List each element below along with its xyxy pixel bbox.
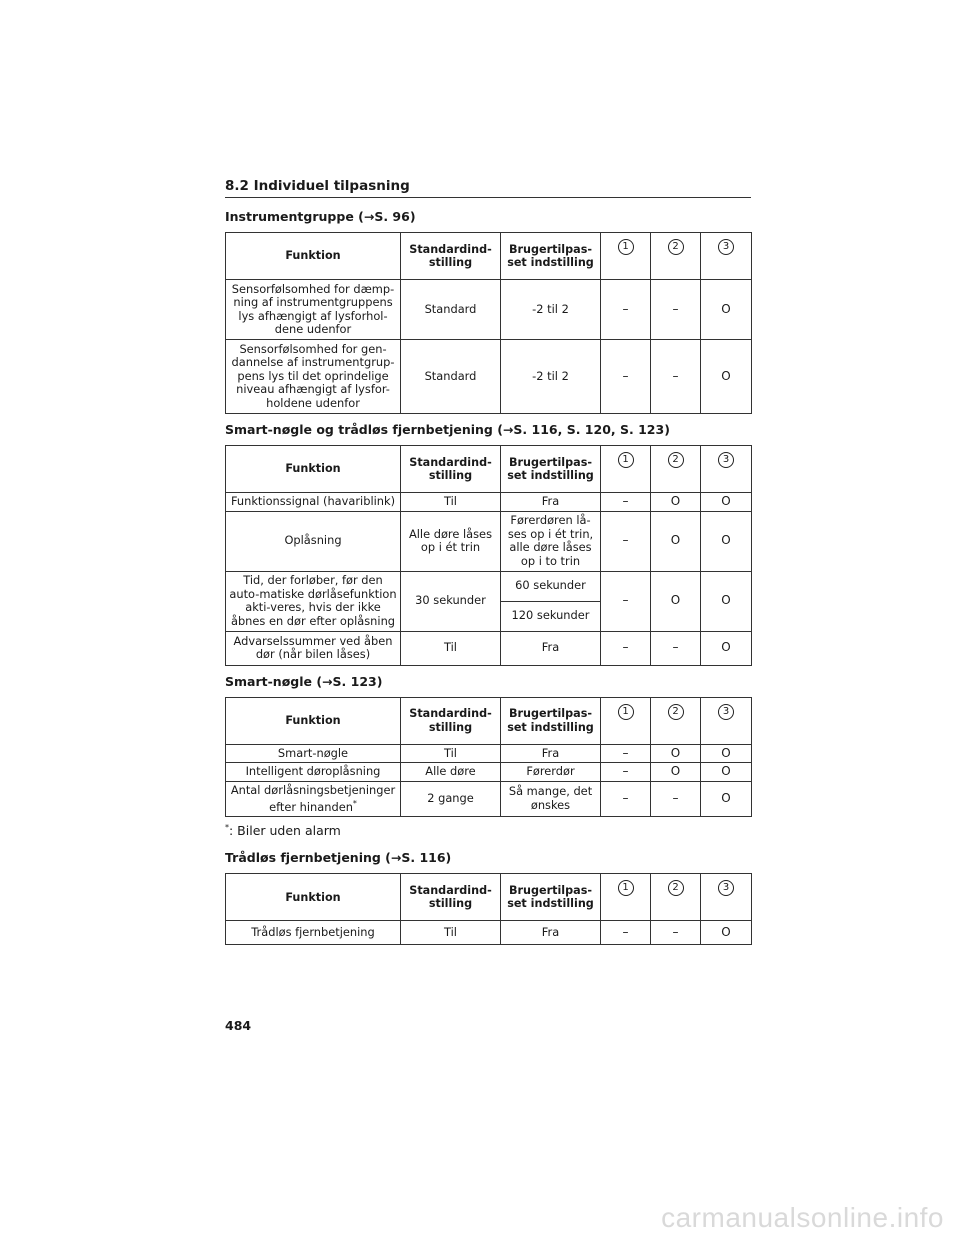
footnote-text: : Biler uden alarm <box>229 823 341 839</box>
table-row <box>226 631 752 665</box>
cell-2: O <box>651 571 701 631</box>
circled-1-icon: 1 <box>618 452 634 468</box>
circled-1-icon: 1 <box>618 880 634 896</box>
table-header-row <box>226 697 752 744</box>
table-wireless-remote <box>225 873 752 945</box>
footnote <box>225 823 751 838</box>
header-standard: Standardind-stilling <box>401 233 501 280</box>
section-title: 8.2 Individuel tilpasning <box>225 178 751 198</box>
header-3 <box>701 697 752 744</box>
cell-funktion: Advarselssummer ved åben dør (når bilen låses) <box>226 631 401 665</box>
header-2 <box>651 233 701 280</box>
cell-1: – <box>601 763 651 782</box>
cell-3: O <box>701 493 752 512</box>
circled-1-icon: 1 <box>618 239 634 255</box>
cell-1: – <box>601 571 651 631</box>
table-row <box>226 280 752 340</box>
header-3 <box>701 446 752 493</box>
cell-bruger: Fra <box>501 744 601 763</box>
footnote-marker: * <box>352 799 357 808</box>
cell-funktion-text: Antal dørlåsningsbetjeninger efter hinanden <box>230 782 396 814</box>
header-standard: Standardind-stilling <box>401 874 501 921</box>
cell-bruger: -2 til 2 <box>501 280 601 340</box>
cell-bruger: Førerdøren lå-ses op i ét trin, alle døre låses op i to trin <box>501 511 601 571</box>
header-funktion: Funktion <box>226 697 401 744</box>
header-1 <box>601 697 651 744</box>
cell-1: – <box>601 921 651 945</box>
cell-standard: Til <box>401 493 501 512</box>
cell-3: O <box>701 631 752 665</box>
watermark: carmanualsonline.info <box>661 1202 944 1233</box>
header-funktion: Funktion <box>226 874 401 921</box>
table-row <box>226 921 752 945</box>
cell-funktion: Intelligent døroplåsning <box>226 763 401 782</box>
cell-3: O <box>701 280 752 340</box>
table-instrumentgruppe <box>225 232 752 414</box>
header-bruger: Brugertilpas-set indstilling <box>501 874 601 921</box>
cell-3: O <box>701 571 752 631</box>
cell-3: O <box>701 744 752 763</box>
cell-1: – <box>601 493 651 512</box>
footnote-star: * <box>225 823 229 833</box>
cell-2: O <box>651 493 701 512</box>
cell-bruger: Fra <box>501 631 601 665</box>
cell-bruger: 60 sekunder <box>501 571 601 601</box>
cell-bruger: -2 til 2 <box>501 340 601 414</box>
circled-3-icon: 3 <box>718 880 734 896</box>
table-header-row <box>226 874 752 921</box>
circled-3-icon: 3 <box>718 239 734 255</box>
circled-2-icon: 2 <box>668 239 684 255</box>
circled-2-icon: 2 <box>668 880 684 896</box>
cell-2: – <box>651 280 701 340</box>
cell-3: O <box>701 511 752 571</box>
cell-funktion: Smart-nøgle <box>226 744 401 763</box>
table-title-smart-key-remote: Smart-nøgle og trådløs fjernbetjening (→S. 116, S. 120, S. 123) <box>225 422 670 437</box>
cell-funktion: Sensorfølsomhed for dæmp-ning af instrumentgruppens lys afhængigt af lysforhol-dene udenfor <box>226 280 401 340</box>
header-bruger: Brugertilpas-set indstilling <box>501 233 601 280</box>
circled-2-icon: 2 <box>668 704 684 720</box>
cell-funktion <box>226 781 401 817</box>
table-title-wireless-remote: Trådløs fjernbetjening (→S. 116) <box>225 850 452 866</box>
cell-3: O <box>701 921 752 945</box>
cell-funktion: Oplåsning <box>226 511 401 571</box>
header-funktion: Funktion <box>226 233 401 280</box>
circled-3-icon: 3 <box>718 704 734 720</box>
cell-2: – <box>651 631 701 665</box>
table-row <box>226 493 752 512</box>
header-1 <box>601 874 651 921</box>
cell-standard: 2 gange <box>401 781 501 817</box>
cell-funktion: Sensorfølsomhed for gen-dannelse af instrumentgrup-pens lys til det oprindelige niveau afhængigt af lysfor-holdene udenfor <box>226 340 401 414</box>
cell-bruger: Fra <box>501 493 601 512</box>
cell-bruger: Fra <box>501 921 601 945</box>
header-bruger: Brugertilpas-set indstilling <box>501 697 601 744</box>
cell-standard: Alle døre låses op i ét trin <box>401 511 501 571</box>
header-standard: Standardind-stilling <box>401 697 501 744</box>
table-header-row <box>226 233 752 280</box>
header-1 <box>601 233 651 280</box>
cell-funktion: Tid, der forløber, før den auto-matiske dørlåsefunktion akti-veres, hvis der ikke åbnes en dør efter oplåsning <box>226 571 401 631</box>
cell-standard: Alle døre <box>401 763 501 782</box>
cell-2: O <box>651 763 701 782</box>
table-smart-key-remote <box>225 445 752 666</box>
circled-1-icon: 1 <box>618 704 634 720</box>
table-title-instrumentgruppe: Instrumentgruppe (→S. 96) <box>225 209 416 224</box>
cell-standard: Til <box>401 921 501 945</box>
table-row <box>226 511 752 571</box>
cell-funktion: Funktionssignal (havariblink) <box>226 493 401 512</box>
page-number: 484 <box>225 1018 252 1033</box>
cell-standard: Standard <box>401 340 501 414</box>
cell-funktion: Trådløs fjernbetjening <box>226 921 401 945</box>
cell-2: – <box>651 340 701 414</box>
cell-2: – <box>651 781 701 817</box>
header-2 <box>651 446 701 493</box>
cell-1: – <box>601 340 651 414</box>
cell-2: – <box>651 921 701 945</box>
table-row <box>226 571 752 601</box>
page-content <box>225 178 751 953</box>
table-row <box>226 340 752 414</box>
cell-bruger: Så mange, det ønskes <box>501 781 601 817</box>
header-2 <box>651 874 701 921</box>
header-1 <box>601 446 651 493</box>
circled-3-icon: 3 <box>718 452 734 468</box>
header-2 <box>651 697 701 744</box>
header-standard: Standardind-stilling <box>401 446 501 493</box>
table-row <box>226 744 752 763</box>
cell-bruger-alt: 120 sekunder <box>501 601 601 631</box>
table-smart-key <box>225 697 752 818</box>
cell-2: O <box>651 511 701 571</box>
cell-1: – <box>601 631 651 665</box>
cell-3: O <box>701 763 752 782</box>
cell-1: – <box>601 744 651 763</box>
circled-2-icon: 2 <box>668 452 684 468</box>
table-title-smart-key: Smart-nøgle (→S. 123) <box>225 673 383 689</box>
cell-3: O <box>701 781 752 817</box>
cell-2: O <box>651 744 701 763</box>
table-row <box>226 781 752 817</box>
table-row <box>226 763 752 782</box>
cell-1: – <box>601 280 651 340</box>
header-3 <box>701 233 752 280</box>
header-bruger: Brugertilpas-set indstilling <box>501 446 601 493</box>
cell-3: O <box>701 340 752 414</box>
cell-1: – <box>601 781 651 817</box>
cell-1: – <box>601 511 651 571</box>
header-3 <box>701 874 752 921</box>
cell-standard: 30 sekunder <box>401 571 501 631</box>
cell-standard: Til <box>401 744 501 763</box>
cell-standard: Standard <box>401 280 501 340</box>
header-funktion: Funktion <box>226 446 401 493</box>
cell-bruger: Førerdør <box>501 763 601 782</box>
table-header-row <box>226 446 752 493</box>
cell-standard: Til <box>401 631 501 665</box>
